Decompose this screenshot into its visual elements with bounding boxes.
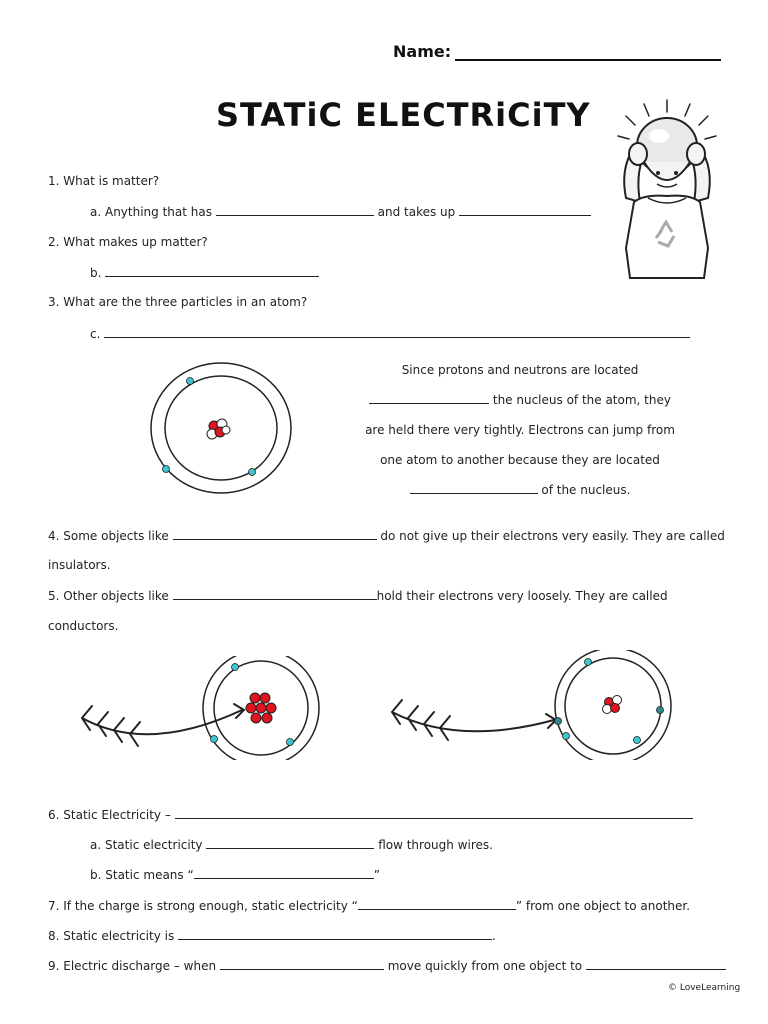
question-6a-prefix: a. Static electricity (90, 838, 203, 852)
cartoon-boy-illustration (604, 98, 730, 284)
question-4-suffix: do not give up their electrons very easily. They are called (380, 529, 725, 543)
question-4-continuation: insulators. (48, 558, 111, 572)
question-5-suffix: hold their electrons very loosely. They are called (376, 589, 668, 603)
answer-blank-located-1[interactable] (369, 391, 489, 404)
question-1a-middle: and takes up (377, 205, 456, 219)
answer-blank-located-2[interactable] (410, 481, 538, 494)
paragraph-line-4: one atom to another because they are located (380, 453, 660, 467)
answer-blank-2b[interactable] (105, 264, 319, 277)
answer-blank-1a-1[interactable] (216, 203, 374, 216)
electron (657, 707, 664, 714)
electron (563, 733, 570, 740)
question-7-suffix: ” from one object to another. (515, 899, 691, 913)
question-6b-suffix: ” (373, 868, 380, 882)
question-2b-prefix: b. (90, 266, 102, 280)
question-6a-suffix: flow through wires. (378, 838, 493, 852)
nucleus (603, 696, 622, 714)
electron (187, 378, 194, 385)
answer-blank-1a-2[interactable] (459, 203, 591, 216)
copyright-footer: © LoveLearning (668, 983, 741, 993)
paragraph-line-1: Since protons and neutrons are located (401, 363, 639, 377)
electron (287, 739, 294, 746)
answer-blank-6b[interactable] (194, 866, 374, 879)
question-1a (90, 203, 591, 220)
name-field[interactable] (455, 59, 721, 61)
question-7-prefix: 7. If the charge is strong enough, static electricity “ (48, 899, 358, 913)
question-1: 1. What is matter? (48, 174, 160, 188)
question-3c (90, 325, 690, 342)
question-6b (90, 866, 380, 883)
electron (163, 466, 170, 473)
answer-blank-3c[interactable] (104, 325, 690, 338)
atom-diagram-with-arrow-left (78, 656, 332, 760)
electron (211, 736, 218, 743)
page-title: STATiC ELECTRiCiTY (216, 96, 591, 134)
answer-blank-9-1[interactable] (220, 957, 384, 970)
question-4 (48, 527, 725, 544)
question-7 (48, 897, 690, 914)
question-8-suffix: . (492, 929, 496, 943)
answer-blank-9-2[interactable] (586, 957, 726, 970)
paragraph-line-5-text: of the nucleus. (541, 483, 631, 497)
paragraph-line-2-text: the nucleus of the atom, they (492, 393, 671, 407)
question-2b (90, 264, 319, 281)
answer-blank-6[interactable] (175, 806, 693, 819)
answer-blank-4[interactable] (173, 527, 377, 540)
question-9-middle: move quickly from one object to (387, 959, 583, 973)
question-8 (48, 927, 496, 944)
question-6-prefix: 6. Static Electricity – (48, 808, 171, 822)
name-label: Name: (393, 42, 452, 61)
atom-diagram (148, 358, 298, 502)
nucleus (246, 693, 276, 723)
electron (585, 659, 592, 666)
electron (634, 737, 641, 744)
electron (249, 469, 256, 476)
question-9-prefix: 9. Electric discharge – when (48, 959, 217, 973)
question-6b-prefix: b. Static means “ (90, 868, 194, 882)
question-4-prefix: 4. Some objects like (48, 529, 169, 543)
question-9 (48, 957, 726, 974)
paragraph-line-5 (360, 475, 680, 505)
question-8-prefix: 8. Static electricity is (48, 929, 175, 943)
question-5-continuation: conductors. (48, 619, 119, 633)
question-6 (48, 806, 693, 823)
question-3: 3. What are the three particles in an atom? (48, 295, 308, 309)
question-5 (48, 587, 668, 604)
question-3c-prefix: c. (90, 327, 101, 341)
question-1a-prefix: a. Anything that has (90, 205, 212, 219)
electron (555, 718, 562, 725)
arrow-icon (82, 704, 244, 746)
answer-blank-7[interactable] (358, 897, 516, 910)
paragraph-line-2 (360, 385, 680, 415)
answer-blank-8[interactable] (178, 927, 492, 940)
paragraph-line-3: are held there very tightly. Electrons can jump from (365, 423, 675, 437)
arrow-icon (392, 700, 556, 740)
answer-blank-6a[interactable] (206, 836, 374, 849)
atom-paragraph (360, 355, 680, 505)
question-2: 2. What makes up matter? (48, 235, 208, 249)
answer-blank-5[interactable] (173, 587, 377, 600)
question-5-prefix: 5. Other objects like (48, 589, 169, 603)
atom-diagram-with-arrow-right (388, 650, 680, 760)
question-6a (90, 836, 493, 853)
nucleus (207, 419, 230, 439)
electron (232, 664, 239, 671)
